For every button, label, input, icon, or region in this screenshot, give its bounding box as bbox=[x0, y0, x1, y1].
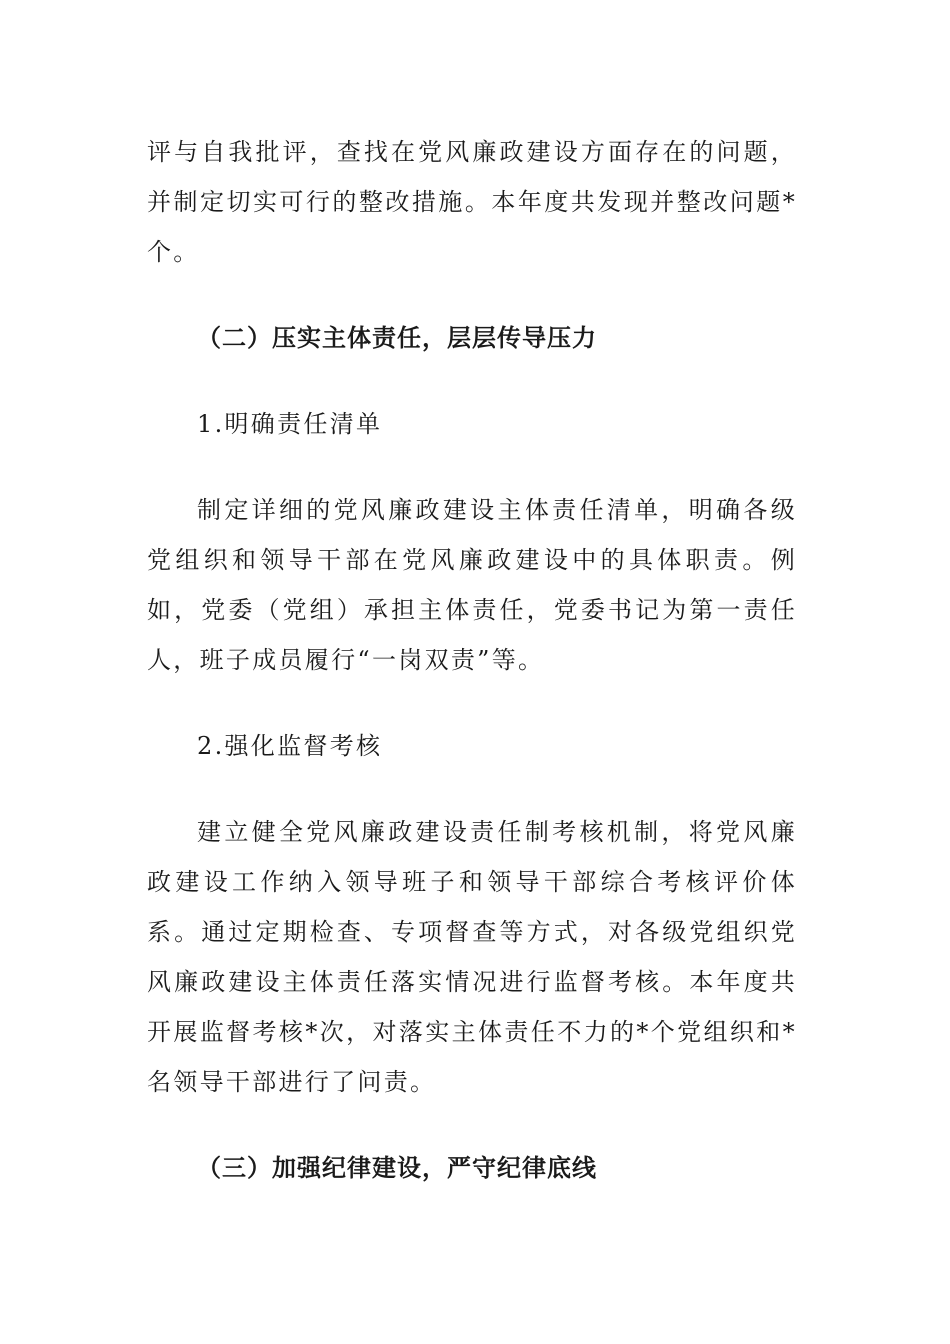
spacer bbox=[147, 363, 797, 399]
spacer bbox=[147, 449, 797, 485]
intro-paragraph: 评与自我批评，查找在党风廉政建设方面存在的问题，并制定切实可行的整改措施。本年度共发现并整改问题*个。 bbox=[147, 138, 797, 266]
spacer bbox=[147, 771, 797, 807]
item-title-1: 1.明确责任清单 bbox=[197, 410, 383, 438]
spacer bbox=[147, 277, 797, 313]
section-heading-3: （三）加强纪律建设，严守纪律底线 bbox=[197, 1153, 597, 1182]
item-body-2: 建立健全党风廉政建设责任制考核机制，将党风廉政建设工作纳入领导班子和领导干部综合考核评价体系。通过定期检查、专项督查等方式，对各级党组织党风廉政建设主体责任落实情况进行监督考核。本年度共开展监督考核*次，对落实主体责任不力的*个党组织和*名领导干部进行了问责。 bbox=[147, 818, 797, 1096]
document-page bbox=[147, 127, 797, 1193]
section-heading-2: （二）压实主体责任，层层传导压力 bbox=[197, 323, 597, 352]
spacer bbox=[147, 1107, 797, 1143]
spacer bbox=[147, 685, 797, 721]
item-body-1: 制定详细的党风廉政建设主体责任清单，明确各级党组织和领导干部在党风廉政建设中的具体职责。例如，党委（党组）承担主体责任，党委书记为第一责任人，班子成员履行“一岗双责”等。 bbox=[147, 496, 797, 674]
item-title-2: 2.强化监督考核 bbox=[197, 732, 383, 760]
